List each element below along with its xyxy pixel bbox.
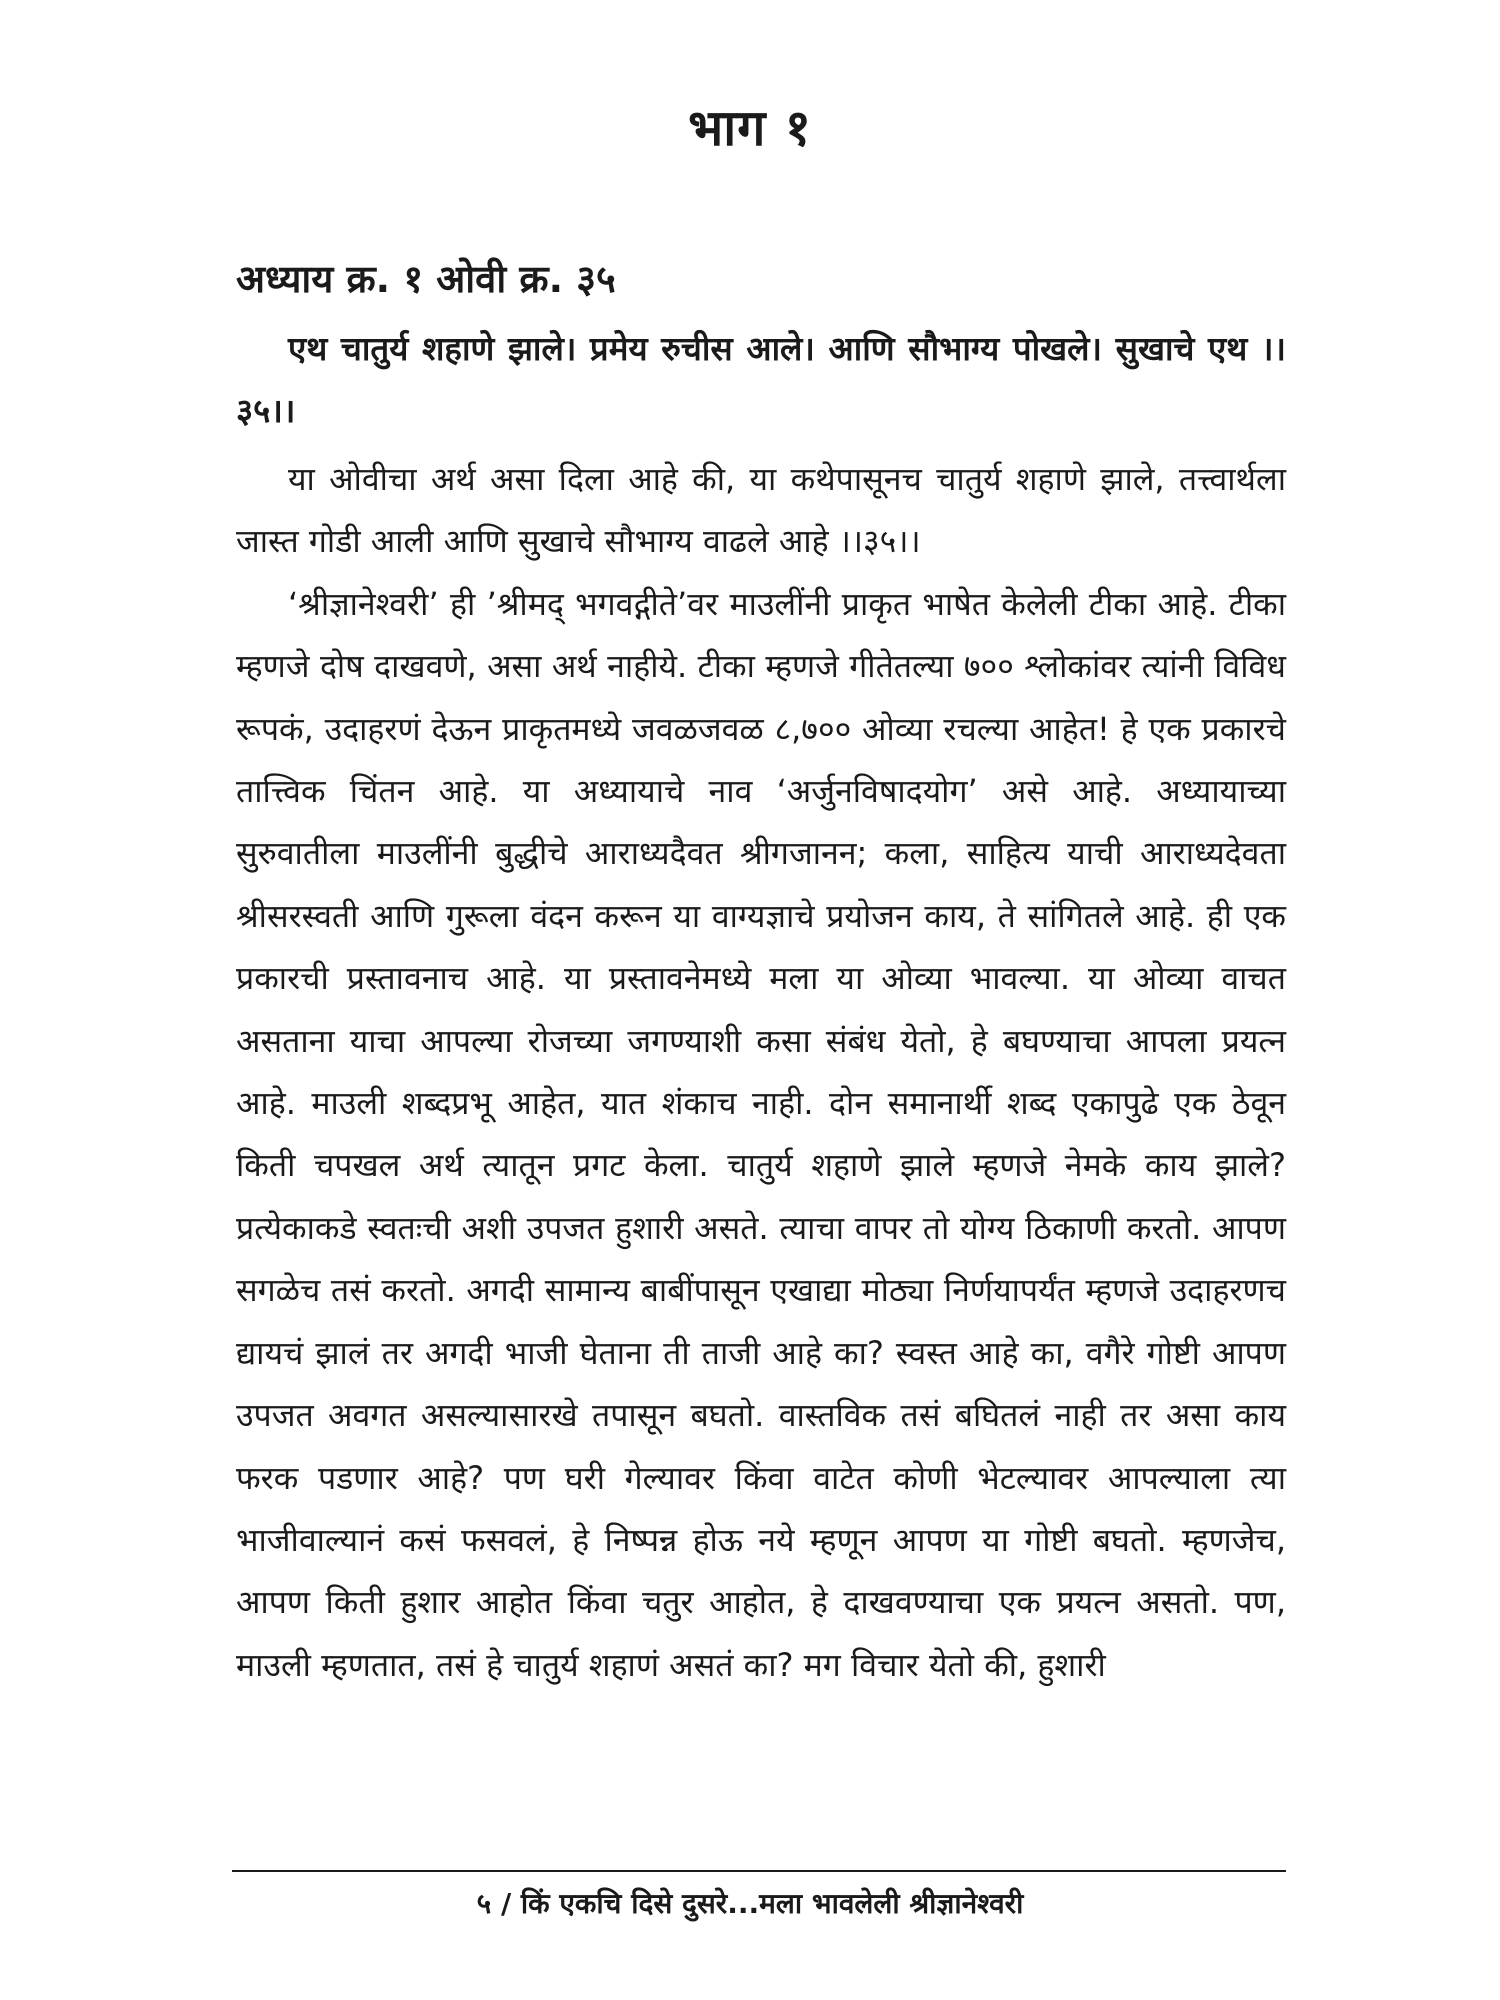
part-title: भाग १ (688, 99, 812, 157)
footer-divider (232, 1870, 1286, 1872)
paragraph: ‘श्रीज्ञानेश्वरी’ ही ’श्रीमद् भगवद्गीते’वर माउलींनी प्राकृत भाषेत केलेली टीका आहे. टीका म्हणजे दोष दाखवणे, असा अर्थ नाहीये. टीका म्हणजे गीतेतल्या ७०० श्लोकांवर त्यांनी विविध रूपकं, उदाहरणं देऊन प्राकृतमध्ये जवळजवळ ८,७०० ओव्या रचल्या आहेत! हे एक प्रकारचे तात्त्विक चिंतन आहे. या अध्यायाचे नाव ‘अर्जुनविषादयोग’ असे आहे. अध्यायाच्या सुरुवातीला माउलींनी बुद्धीचे आराध्यदैवत श्रीगजानन; कला, साहित्य याची आराध्यदेवता श्रीसरस्वती आणि गुरूला वंदन करून या वाग्यज्ञाचे प्रयोजन काय, ते सांगितले आहे. ही एक प्रकारची प्रस्तावनाच आहे. या प्रस्तावनेमध्ये मला या ओव्या भावल्या. या ओव्या वाचत असताना याचा आपल्या रोजच्या जगण्याशी कसा संबंध येतो, हे बघण्याचा आपला प्रयत्न आहे. माउली शब्दप्रभू आहेत, यात शंकाच नाही. दोन समानार्थी शब्द एकापुढे एक ठेवून किती चपखल अर्थ त्यातून प्रगट केला. चातुर्य शहाणे झाले म्हणजे नेमके काय झाले? प्रत्येकाकडे स्वतःची अशी उपजत हुशारी असते. त्याचा वापर तो योग्य ठिकाणी करतो. आपण सगळेच तसं करतो. अगदी सामान्य बाबींपासून एखाद्या मोठ्या निर्णयापर्यंत म्हणजे उदाहरणच द्यायचं झालं तर अगदी भाजी घेताना ती ताजी आहे का? स्वस्त आहे का, वगैरे गोष्टी आपण उपजत अवगत असल्यासारखे तपासून बघतो. वास्तविक तसं बघितलं नाही तर असा काय फरक पडणार आहे? पण घरी गेल्यावर किंवा वाटेत कोणी भेटल्यावर आपल्याला त्या भाजीवाल्यानं कसं फसवलं, हे निष्पन्न होऊ नये म्हणून आपण या गोष्टी बघतो. म्हणजेच, आपण किती हुशार आहोत किंवा चतुर आहोत, हे दाखवण्याचा एक प्रयत्न असतो. पण, माउली म्हणतात, तसं हे चातुर्य शहाणं असतं का? मग विचार येतो की, हुशारी (236, 584, 1286, 1684)
body-text (236, 448, 1286, 1696)
chapter-heading: अध्याय क्र. १ ओवी क्र. ३५ (236, 257, 616, 301)
paragraph: या ओवीचा अर्थ असा दिला आहे की, या कथेपासूनच चातुर्य शहाणे झाले, तत्त्वार्थला जास्त गोडी आली आणि सुखाचे सौभाग्य वाढले आहे ।।३५।। (236, 460, 1286, 561)
verse-text: एथ चातुर्य शहाणे झाले। प्रमेय रुचीस आले। आणि सौभाग्य पोखले। सुखाचे एथ ।।३५।। (236, 329, 1286, 430)
page-footer: ५ / किं एकचि दिसे दुसरे...मला भावलेली श्रीज्ञानेश्वरी (476, 1887, 1024, 1920)
